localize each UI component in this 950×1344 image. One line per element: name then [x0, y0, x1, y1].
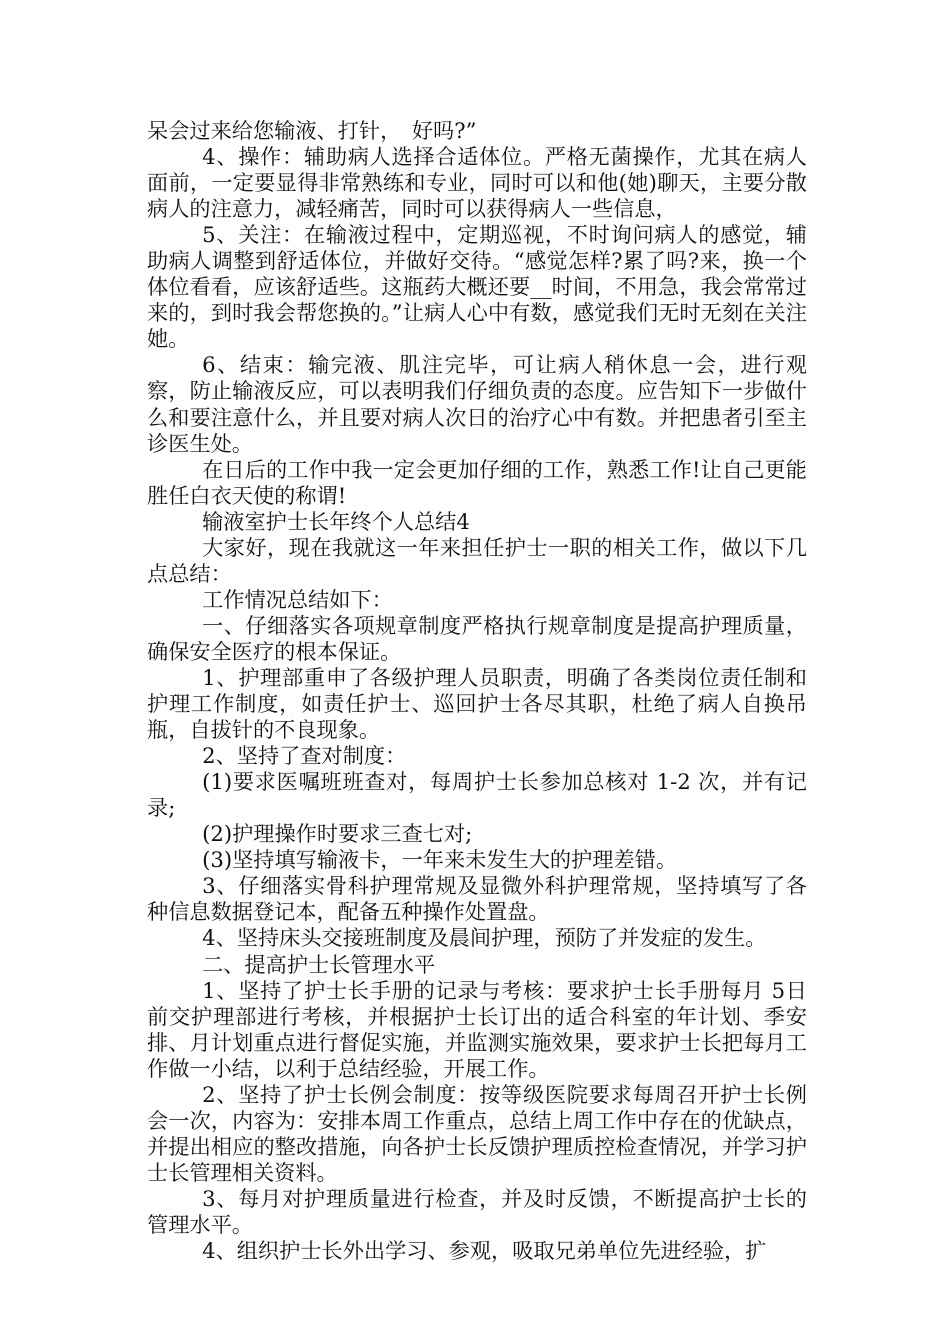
paragraph: 呆会过来给您输液、打针， 好吗?”	[147, 118, 477, 143]
section-heading: 二、提高护士长管理水平	[202, 951, 436, 977]
paragraph: 6、结束：输完液、肌注完毕，可让病人稍休息一会，进行观察，防止输液反应，可以表明我们仔细负责的态度。应告知下一步做什么和要注意什么，并且要对病人次日的治疗心中有数。并把患者引至主诊医生处。	[147, 352, 807, 456]
paragraph: (1)要求医嘱班班查对，每周护士长参加总核对 1-2 次，并有记录;	[147, 769, 807, 821]
paragraph: 4、组织护士长外出学习、参观，吸取兄弟单位先进经验，扩	[202, 1238, 767, 1264]
paragraph: 工作情况总结如下：	[202, 586, 393, 612]
paragraph: 2、坚持了护士长例会制度：按等级医院要求每周召开护士长例会一次，内容为：安排本周工作重点，总结上周工作中存在的优缺点，并提出相应的整改措施，向各护士长反馈护理质控检查情况，并学习护士长管理相关资料。	[147, 1081, 807, 1185]
paragraph: 5、关注：在输液过程中，定期巡视，不时询问病人的感觉，辅助病人调整到舒适体位，并做好交待。“感觉怎样?累了吗?来，换一个体位看看，应该舒适些。这瓶药大概还要__时间，不用急，我会常常过来的，到时我会帮您换的。”让病人心中有数，感觉我们无时无刻在关注她。	[147, 222, 807, 352]
paragraph: 大家好，现在我就这一年来担任护士一职的相关工作，做以下几点总结：	[147, 534, 807, 586]
paragraph: 3、仔细落实骨科护理常规及显微外科护理常规，坚持填写了各种信息数据登记本，配备五种操作处置盘。	[147, 873, 807, 925]
paragraph: (2)护理操作时要求三查七对;	[202, 821, 473, 847]
paragraph: 3、每月对护理质量进行检查，并及时反馈，不断提高护士长的管理水平。	[147, 1185, 807, 1237]
paragraph: 1、护理部重申了各级护理人员职责，明确了各类岗位责任制和护理工作制度，如责任护士、巡回护士各尽其职，杜绝了病人自换吊瓶，自拔针的不良现象。	[147, 664, 807, 743]
paragraph: 在日后的工作中我一定会更加仔细的工作，熟悉工作!让自己更能胜任白衣天使的称谓!	[147, 456, 807, 508]
document-body	[147, 118, 807, 1264]
section-title: 输液室护士长年终个人总结4	[202, 508, 470, 534]
paragraph: (3)坚持填写输液卡，一年来未发生大的护理差错。	[202, 847, 678, 873]
paragraph: 2、坚持了查对制度：	[202, 743, 407, 769]
paragraph: 一、仔细落实各项规章制度严格执行规章制度是提高护理质量，确保安全医疗的根本保证。	[147, 612, 807, 664]
paragraph: 4、操作：辅助病人选择合适体位。严格无菌操作，尤其在病人面前，一定要显得非常熟练和专业，同时可以和他(她)聊天，主要分散病人的注意力，减轻痛苦，同时可以获得病人一些信息，	[147, 144, 807, 222]
paragraph: 4、坚持床头交接班制度及晨间护理，预防了并发症的发生。	[202, 925, 767, 951]
paragraph: 1、坚持了护士长手册的记录与考核：要求护士长手册每月 5日前交护理部进行考核，并根据护士长订出的适合科室的年计划、季安排、月计划重点进行督促实施，并监测实施效果，要求护士长把每月工作做一小结，以利于总结经验，开展工作。	[147, 977, 807, 1081]
